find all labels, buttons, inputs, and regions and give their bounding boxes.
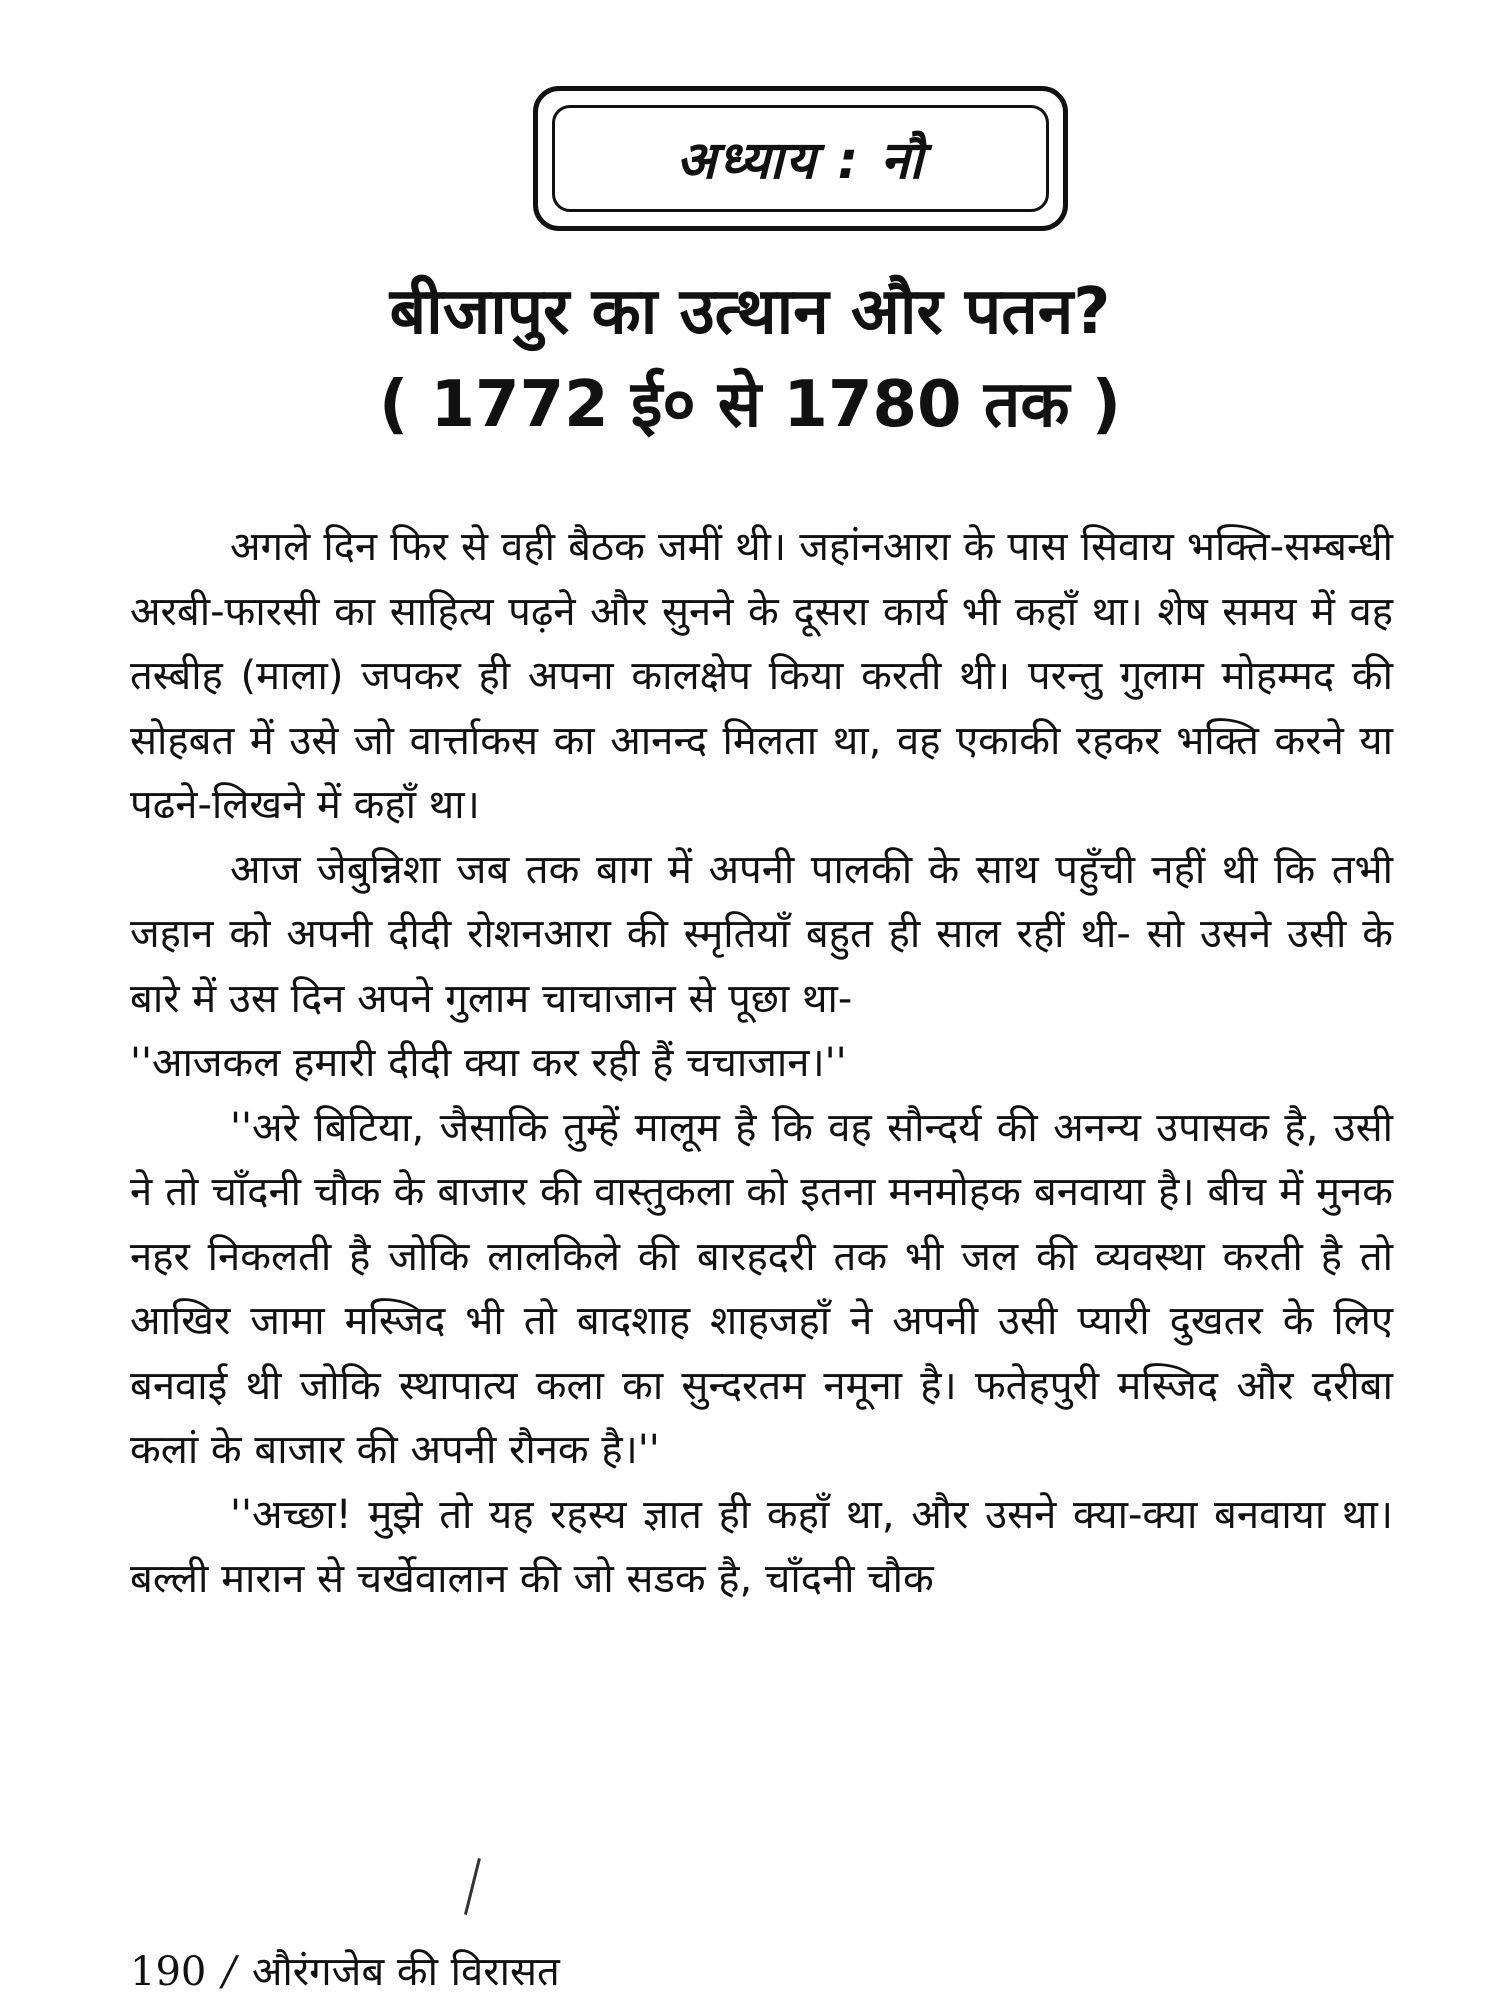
chapter-body	[130, 515, 1393, 1612]
chapter-heading-box	[533, 86, 1068, 231]
page-footer	[130, 1948, 560, 1996]
dialogue-line: ''आजकल हमारी दीदी क्या कर रही हैं चचाजान।''	[130, 1040, 847, 1086]
stray-pen-mark	[464, 1858, 481, 1915]
paragraph: आज जेबुन्निशा जब तक बाग में अपनी पालकी के साथ पहुँची नहीं थी कि तभी जहान को अपनी दीदी रोशनआरा की स्मृतियाँ बहुत ही साल रहीं थी- सो उसने उसी के बारे में उस दिन अपने गुलाम चाचाजान से पूछा था-	[130, 846, 1393, 1022]
running-book-title: औरंगजेब की विरासत	[251, 1949, 560, 1995]
dialogue-paragraph: ''अरे बिटिया, जैसाकि तुम्हें मालूम है कि वह सौन्दर्य की अनन्य उपासक है, उसी ने तो चाँदनी चौक के बाजार की वास्तुकला को इतना मनमोहक बनवाया है। बीच में मुनक नहर निकलती है जोकि लालकिले की बारहदरी तक भी जल की व्यवस्था करती है तो आखिर जामा मस्जिद भी तो बादशाह शाहजहाँ ने अपनी उसी प्यारी दुखतर के लिए बनवाई थी जोकि स्थापात्य कला का सुन्दरतम नमूना है। फतेहपुरी मस्जिद और दरीबा कलां के बाजार की अपनी रौनक है।''	[130, 1104, 1393, 1473]
footer-separator: /	[222, 1949, 236, 1995]
dialogue-paragraph: ''अच्छा! मुझे तो यह रहस्य ज्ञात ही कहाँ था, और उसने क्या-क्या बनवाया था। बल्ली मारान से चर्खेवालान की जो सडक है, चाँदनी चौक	[130, 1491, 1393, 1602]
chapter-title: बीजापुर का उत्थान और पतन?	[389, 275, 1111, 349]
chapter-label: अध्याय : नौ	[676, 131, 925, 191]
chapter-heading-inner-frame	[552, 105, 1049, 212]
paragraph: अगले दिन फिर से वही बैठक जमीं थी। जहांनआरा के पास सिवाय भक्ति-सम्बन्धी अरबी-फारसी का साहित्य पढ़ने और सुनने के दूसरा कार्य भी कहाँ था। शेष समय में वह तस्बीह (माला) जपकर ही अपना कालक्षेप किया करती थी। परन्तु गुलाम मोहम्मद की सोहबत में उसे जो वार्त्ताकस का आनन्द मिलता था, वह एकाकी रहकर भक्ति करने या पढने-लिखने में कहाँ था।	[130, 524, 1393, 828]
page-number: 190	[130, 1949, 207, 1995]
chapter-subtitle-dates: ( 1772 ई० से 1780 तक )	[378, 368, 1122, 442]
